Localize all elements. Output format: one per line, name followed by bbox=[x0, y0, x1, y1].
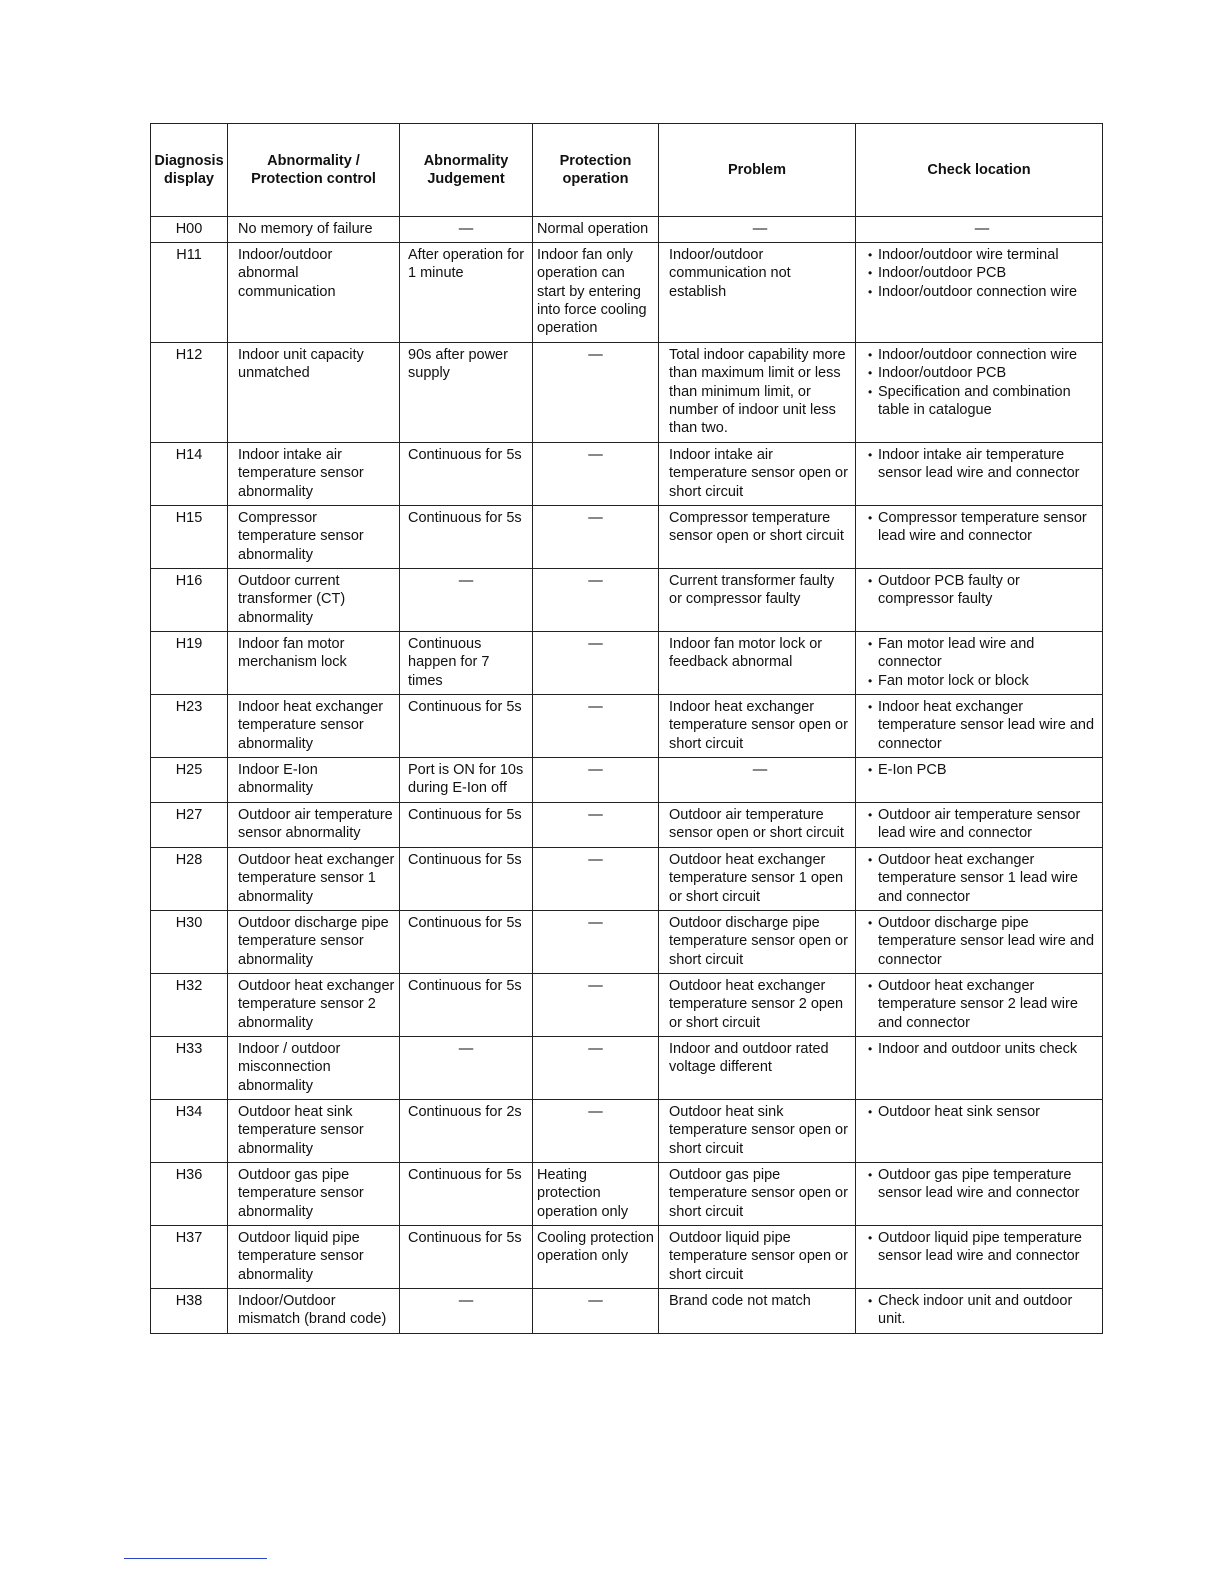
problem-cell: Outdoor liquid pipe temperature sensor open or short circuit bbox=[659, 1226, 856, 1289]
judgement-cell: After operation for 1 minute bbox=[400, 243, 533, 343]
table-row bbox=[151, 848, 1103, 911]
check-list bbox=[866, 914, 1098, 969]
diagnosis-code: H15 bbox=[151, 506, 228, 569]
diagnosis-code: H23 bbox=[151, 695, 228, 758]
protection-cell: Indoor fan only operation can start by entering into force cooling operation bbox=[533, 243, 659, 343]
abnormality-cell: Indoor heat exchanger temperature sensor abnormality bbox=[228, 695, 400, 758]
check-item: • Indoor intake air temperature sensor lead wire and connector bbox=[866, 446, 1098, 483]
header-problem: Problem bbox=[659, 124, 856, 217]
problem-cell: Outdoor heat exchanger temperature sensor 1 open or short circuit bbox=[659, 848, 856, 911]
table-row bbox=[151, 443, 1103, 506]
diagnosis-code: H25 bbox=[151, 758, 228, 803]
check-location-cell bbox=[856, 1226, 1103, 1289]
diagnosis-code: H34 bbox=[151, 1100, 228, 1163]
abnormality-cell: Outdoor air temperature sensor abnormality bbox=[228, 803, 400, 848]
diagnosis-table bbox=[150, 123, 1103, 1334]
protection-cell: — bbox=[533, 443, 659, 506]
table-row bbox=[151, 1226, 1103, 1289]
check-location-cell bbox=[856, 443, 1103, 506]
check-item: • Indoor/outdoor connection wire bbox=[866, 283, 1098, 301]
header-diagnosis-display: Diagnosis display bbox=[151, 124, 228, 217]
problem-cell: Current transformer faulty or compressor faulty bbox=[659, 569, 856, 632]
footer-link-line bbox=[124, 1558, 267, 1559]
protection-cell: — bbox=[533, 974, 659, 1037]
table-row bbox=[151, 632, 1103, 695]
table-row bbox=[151, 569, 1103, 632]
check-location-cell bbox=[856, 243, 1103, 343]
table-row bbox=[151, 217, 1103, 243]
protection-cell: — bbox=[533, 803, 659, 848]
protection-cell: — bbox=[533, 506, 659, 569]
abnormality-cell: Outdoor heat sink temperature sensor abnormality bbox=[228, 1100, 400, 1163]
check-item: • Compressor temperature sensor lead wire and connector bbox=[866, 509, 1098, 546]
check-location-cell bbox=[856, 343, 1103, 443]
problem-cell: Outdoor heat exchanger temperature sensor 2 open or short circuit bbox=[659, 974, 856, 1037]
check-list bbox=[866, 977, 1098, 1032]
protection-cell: Heating protection operation only bbox=[533, 1163, 659, 1226]
judgement-cell: Continuous happen for 7 times bbox=[400, 632, 533, 695]
diagnosis-code: H38 bbox=[151, 1289, 228, 1334]
problem-cell: Compressor temperature sensor open or short circuit bbox=[659, 506, 856, 569]
check-item: • Outdoor liquid pipe temperature sensor lead wire and connector bbox=[866, 1229, 1098, 1266]
protection-cell: — bbox=[533, 569, 659, 632]
abnormality-cell: Indoor fan motor merchanism lock bbox=[228, 632, 400, 695]
problem-cell: Indoor intake air temperature sensor open or short circuit bbox=[659, 443, 856, 506]
diagnosis-code: H37 bbox=[151, 1226, 228, 1289]
protection-cell: — bbox=[533, 632, 659, 695]
check-location-cell bbox=[856, 569, 1103, 632]
problem-cell: — bbox=[659, 217, 856, 243]
judgement-cell: — bbox=[400, 217, 533, 243]
check-item: • Fan motor lock or block bbox=[866, 672, 1098, 690]
check-location-cell bbox=[856, 1289, 1103, 1334]
judgement-cell: — bbox=[400, 1289, 533, 1334]
check-location-cell bbox=[856, 911, 1103, 974]
diagnosis-code: H27 bbox=[151, 803, 228, 848]
judgement-cell: 90s after power supply bbox=[400, 343, 533, 443]
diagnosis-code: H32 bbox=[151, 974, 228, 1037]
check-list bbox=[866, 851, 1098, 906]
check-list bbox=[866, 1040, 1098, 1058]
judgement-cell: Continuous for 5s bbox=[400, 848, 533, 911]
problem-cell: — bbox=[659, 758, 856, 803]
check-location-cell bbox=[856, 1163, 1103, 1226]
table-row bbox=[151, 911, 1103, 974]
abnormality-cell: Outdoor heat exchanger temperature sensor 1 abnormality bbox=[228, 848, 400, 911]
judgement-cell: — bbox=[400, 569, 533, 632]
protection-cell: Normal operation bbox=[533, 217, 659, 243]
abnormality-cell: Indoor unit capacity unmatched bbox=[228, 343, 400, 443]
problem-cell: Indoor and outdoor rated voltage different bbox=[659, 1037, 856, 1100]
judgement-cell: Continuous for 5s bbox=[400, 803, 533, 848]
check-list bbox=[866, 246, 1098, 301]
check-item: • Indoor/outdoor PCB bbox=[866, 264, 1098, 282]
diagnosis-code: H14 bbox=[151, 443, 228, 506]
problem-cell: Outdoor heat sink temperature sensor open or short circuit bbox=[659, 1100, 856, 1163]
check-location-cell bbox=[856, 1037, 1103, 1100]
check-list bbox=[866, 698, 1098, 753]
judgement-cell: Port is ON for 10s during E-Ion off bbox=[400, 758, 533, 803]
diagnosis-code: H11 bbox=[151, 243, 228, 343]
header-protection: Protection operation bbox=[533, 124, 659, 217]
check-item: • Outdoor heat sink sensor bbox=[866, 1103, 1098, 1121]
check-location-cell bbox=[856, 1100, 1103, 1163]
check-list bbox=[866, 572, 1098, 609]
check-list bbox=[866, 761, 1098, 779]
check-item: • Check indoor unit and outdoor unit. bbox=[866, 1292, 1098, 1329]
header-check-location: Check location bbox=[856, 124, 1103, 217]
table-body bbox=[151, 217, 1103, 1334]
check-item: • Outdoor discharge pipe temperature sensor lead wire and connector bbox=[866, 914, 1098, 969]
check-item: • Specification and combination table in catalogue bbox=[866, 383, 1098, 420]
abnormality-cell: Outdoor discharge pipe temperature sensor abnormality bbox=[228, 911, 400, 974]
problem-cell: Brand code not match bbox=[659, 1289, 856, 1334]
abnormality-cell: Outdoor current transformer (CT) abnormality bbox=[228, 569, 400, 632]
judgement-cell: Continuous for 5s bbox=[400, 1163, 533, 1226]
problem-cell: Outdoor discharge pipe temperature sensor open or short circuit bbox=[659, 911, 856, 974]
check-list bbox=[866, 1166, 1098, 1203]
check-item: • Indoor/outdoor connection wire bbox=[866, 346, 1098, 364]
check-location-cell bbox=[856, 695, 1103, 758]
protection-cell: — bbox=[533, 695, 659, 758]
diagnosis-code: H16 bbox=[151, 569, 228, 632]
abnormality-cell: Compressor temperature sensor abnormality bbox=[228, 506, 400, 569]
protection-cell: — bbox=[533, 1037, 659, 1100]
check-location-cell bbox=[856, 632, 1103, 695]
check-location-cell bbox=[856, 974, 1103, 1037]
check-location-cell bbox=[856, 506, 1103, 569]
abnormality-cell: Indoor/outdoor abnormal communication bbox=[228, 243, 400, 343]
check-location-cell: — bbox=[856, 217, 1103, 243]
judgement-cell: Continuous for 5s bbox=[400, 695, 533, 758]
abnormality-cell: Outdoor heat exchanger temperature sensor 2 abnormality bbox=[228, 974, 400, 1037]
problem-cell: Indoor heat exchanger temperature sensor open or short circuit bbox=[659, 695, 856, 758]
table-row bbox=[151, 1100, 1103, 1163]
table-row bbox=[151, 758, 1103, 803]
problem-cell: Indoor/outdoor communication not establish bbox=[659, 243, 856, 343]
abnormality-cell: Indoor / outdoor misconnection abnormality bbox=[228, 1037, 400, 1100]
protection-cell: Cooling protection operation only bbox=[533, 1226, 659, 1289]
header-abnormality: Abnormality / Protection control bbox=[228, 124, 400, 217]
diagnosis-code: H33 bbox=[151, 1037, 228, 1100]
abnormality-cell: Indoor E-Ion abnormality bbox=[228, 758, 400, 803]
table-row bbox=[151, 1163, 1103, 1226]
check-list bbox=[866, 346, 1098, 419]
problem-cell: Outdoor air temperature sensor open or short circuit bbox=[659, 803, 856, 848]
table-row bbox=[151, 1037, 1103, 1100]
check-item: • Outdoor gas pipe temperature sensor lead wire and connector bbox=[866, 1166, 1098, 1203]
diagnosis-code: H36 bbox=[151, 1163, 228, 1226]
check-list bbox=[866, 1292, 1098, 1329]
table-row bbox=[151, 803, 1103, 848]
diagnosis-code: H30 bbox=[151, 911, 228, 974]
abnormality-cell: Outdoor liquid pipe temperature sensor abnormality bbox=[228, 1226, 400, 1289]
check-list bbox=[866, 635, 1098, 690]
abnormality-cell: Indoor/Outdoor mismatch (brand code) bbox=[228, 1289, 400, 1334]
protection-cell: — bbox=[533, 911, 659, 974]
diagnosis-code: H00 bbox=[151, 217, 228, 243]
table-row bbox=[151, 695, 1103, 758]
check-item: • Outdoor heat exchanger temperature sensor 1 lead wire and connector bbox=[866, 851, 1098, 906]
protection-cell: — bbox=[533, 1289, 659, 1334]
check-item: • Outdoor heat exchanger temperature sensor 2 lead wire and connector bbox=[866, 977, 1098, 1032]
check-location-cell bbox=[856, 848, 1103, 911]
check-list bbox=[866, 1103, 1098, 1121]
judgement-cell: Continuous for 5s bbox=[400, 911, 533, 974]
judgement-cell: Continuous for 5s bbox=[400, 974, 533, 1037]
header-judgement: Abnormality Judgement bbox=[400, 124, 533, 217]
check-item: • Indoor/outdoor wire terminal bbox=[866, 246, 1098, 264]
protection-cell: — bbox=[533, 758, 659, 803]
table-row bbox=[151, 243, 1103, 343]
protection-cell: — bbox=[533, 343, 659, 443]
check-list bbox=[866, 1229, 1098, 1266]
table-row bbox=[151, 343, 1103, 443]
check-list bbox=[866, 806, 1098, 843]
check-location-cell bbox=[856, 758, 1103, 803]
table-row bbox=[151, 1289, 1103, 1334]
judgement-cell: Continuous for 5s bbox=[400, 1226, 533, 1289]
judgement-cell: — bbox=[400, 1037, 533, 1100]
check-item: • Fan motor lead wire and connector bbox=[866, 635, 1098, 672]
protection-cell: — bbox=[533, 848, 659, 911]
judgement-cell: Continuous for 5s bbox=[400, 443, 533, 506]
problem-cell: Total indoor capability more than maximum limit or less than minimum limit, or number of indoor unit less than two. bbox=[659, 343, 856, 443]
abnormality-cell: Indoor intake air temperature sensor abnormality bbox=[228, 443, 400, 506]
judgement-cell: Continuous for 5s bbox=[400, 506, 533, 569]
check-item: • Outdoor PCB faulty or compressor faulty bbox=[866, 572, 1098, 609]
check-item: • Indoor heat exchanger temperature sensor lead wire and connector bbox=[866, 698, 1098, 753]
diagnosis-code: H28 bbox=[151, 848, 228, 911]
diagnosis-code: H19 bbox=[151, 632, 228, 695]
check-item: • E-Ion PCB bbox=[866, 761, 1098, 779]
check-item: • Outdoor air temperature sensor lead wire and connector bbox=[866, 806, 1098, 843]
check-location-cell bbox=[856, 803, 1103, 848]
table-row bbox=[151, 506, 1103, 569]
diagnosis-code: H12 bbox=[151, 343, 228, 443]
abnormality-cell: No memory of failure bbox=[228, 217, 400, 243]
abnormality-cell: Outdoor gas pipe temperature sensor abnormality bbox=[228, 1163, 400, 1226]
table-header-row bbox=[151, 124, 1103, 217]
check-list bbox=[866, 446, 1098, 483]
problem-cell: Indoor fan motor lock or feedback abnormal bbox=[659, 632, 856, 695]
check-item: • Indoor and outdoor units check bbox=[866, 1040, 1098, 1058]
check-item: • Indoor/outdoor PCB bbox=[866, 364, 1098, 382]
judgement-cell: Continuous for 2s bbox=[400, 1100, 533, 1163]
protection-cell: — bbox=[533, 1100, 659, 1163]
check-list bbox=[866, 509, 1098, 546]
problem-cell: Outdoor gas pipe temperature sensor open or short circuit bbox=[659, 1163, 856, 1226]
table-row bbox=[151, 974, 1103, 1037]
